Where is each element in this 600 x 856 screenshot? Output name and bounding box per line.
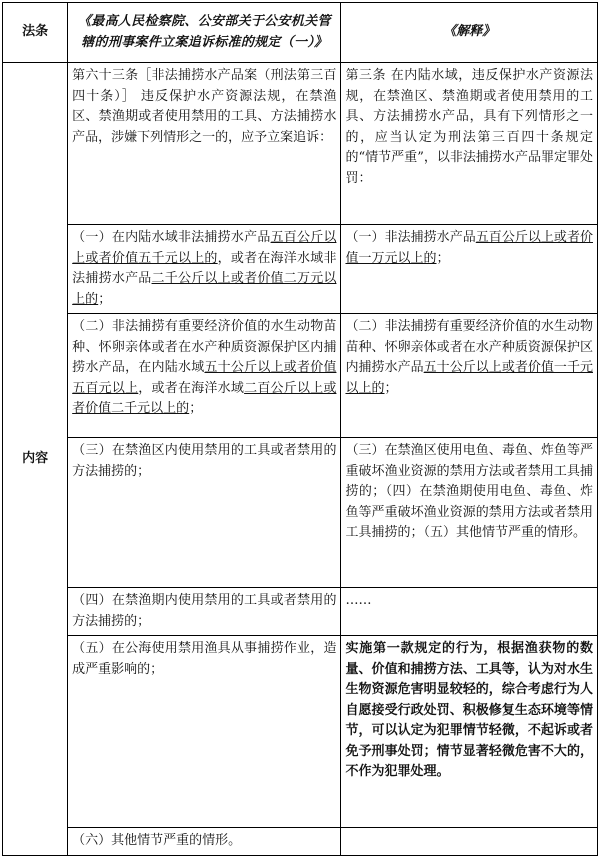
- header-col-a: 《最高人民检察院、公安部关于公安机关管辖的刑事案件立案追诉标准的规定（一）》: [68, 3, 341, 63]
- a-row-1-seg-3: 二千公斤以上或者价值二万元以上的: [72, 271, 337, 307]
- cell-a: [68, 588, 341, 636]
- b-row-0-seg-0: 第三条 在内陆水域，违反保护水产资源法规，在禁渔区、禁渔期或者使用禁用的工具、方法捕捞水产品，具有下列情形之一的，应当认定为刑法第三百四十条规定的“情节严重”，以非法捕捞水产品罪定罪处罚：: [345, 68, 593, 186]
- a-row-2-seg-2: ，或者在海洋水域: [138, 380, 245, 396]
- table-row: [3, 588, 598, 636]
- a-row-1-seg-4: ；: [98, 291, 112, 307]
- b-row-2-seg-2: ；: [384, 380, 398, 396]
- cell-a: [68, 225, 341, 314]
- cell-b: [341, 828, 598, 856]
- b-row-5-seg-0: 实施第一款规定的行为，根据渔获物的数量、价值和捕捞方法、工具等，认为对水生生物资源危害明显较轻的，综合考虑行为人自愿接受行政处罚、积极修复生态环境等情节，可以认定为犯罪情节轻微，不起诉或者免予刑事处罚；情节显著轻微危害不大的，不作为犯罪处理。: [345, 641, 593, 779]
- cell-a: [68, 63, 341, 225]
- cell-a: [68, 828, 341, 856]
- b-row-2-seg-0: （二）非法捕捞有重要经济价值的水生动物苗种、怀卵亲体或者在水产种质资源保护区内捕捞水产品: [345, 319, 593, 375]
- comparison-table: [2, 2, 598, 856]
- a-row-3-seg-0: （三）在禁渔区内使用禁用的工具或者禁用的方法捕捞的；: [72, 443, 337, 479]
- a-row-2-seg-4: ；: [189, 401, 203, 416]
- a-row-1-seg-2: ，或者在海洋水域非法捕捞水产品: [72, 250, 337, 286]
- a-row-2-seg-0: （二）非法捕捞有重要经济价值的水生动物苗种、怀卵亲体或者在水产种质资源保护区内捕捞水产品，在内陆水域: [72, 319, 337, 375]
- table-body: [3, 63, 598, 856]
- a-row-6-seg-0: （六）其他情节严重的情形。: [72, 833, 242, 848]
- a-row-2-seg-3: 二百公斤以上或者价值二千元以上的: [72, 380, 337, 416]
- a-row-1-seg-0: （一）在内陆水域非法捕捞水产品: [72, 230, 271, 245]
- header-col-label: 法条: [3, 3, 68, 63]
- table-row: [3, 314, 598, 438]
- table-row: [3, 225, 598, 314]
- a-row-0-seg-0: 第六十三条［非法捕捞水产品案（刑法第三百四十条）］ 违反保护水产资源法规，在禁渔区、禁渔期或者使用禁用的工具、方法捕捞水产品，涉嫌下列情形之一的，应予立案追诉：: [72, 68, 337, 145]
- b-row-1-seg-2: ；: [436, 250, 450, 266]
- cell-b: [341, 63, 598, 225]
- b-row-2-seg-1: 五十公斤以上或者价值一千元以上的: [345, 360, 593, 396]
- a-row-4-seg-0: （四）在禁渔期内使用禁用的工具或者禁用的方法捕捞的；: [72, 593, 337, 629]
- table-row: [3, 636, 598, 828]
- cell-b: [341, 314, 598, 438]
- cell-b: [341, 225, 598, 314]
- table-row: [3, 828, 598, 856]
- b-row-1-seg-0: （一）非法捕捞水产品: [345, 230, 476, 245]
- table-row: [3, 438, 598, 588]
- document-page: [0, 2, 600, 848]
- cell-a: [68, 438, 341, 588]
- cell-b: [341, 636, 598, 828]
- a-row-5-seg-0: （五）在公海使用禁用渔具从事捕捞作业，造成严重影响的；: [72, 641, 337, 677]
- b-row-3-seg-0: （三）在禁渔区使用电鱼、毒鱼、炸鱼等严重破坏渔业资源的禁用方法或者禁用工具捕捞的；（四）在禁渔期使用电鱼、毒鱼、炸鱼等严重破坏渔业资源的禁用方法或者禁用工具捕捞的；（五）其他情节严重的情形。: [345, 443, 593, 540]
- table-row: [3, 63, 598, 225]
- header-col-b: 《解释》: [341, 3, 598, 63]
- cell-b: [341, 438, 598, 588]
- header-row: [3, 3, 598, 63]
- row-label-content: 内容: [3, 63, 68, 856]
- a-row-2-seg-1: 五十公斤以上或者价值五百元以上: [72, 360, 337, 396]
- b-row-1-seg-1: 五百公斤以上或者价值一万元以上的: [345, 230, 593, 266]
- cell-b: [341, 588, 598, 636]
- cell-a: [68, 314, 341, 438]
- b-row-4-seg-0: ……: [345, 593, 372, 608]
- a-row-1-seg-1: 五百公斤以上或者价值五千元以上的: [72, 230, 337, 266]
- cell-a: [68, 636, 341, 828]
